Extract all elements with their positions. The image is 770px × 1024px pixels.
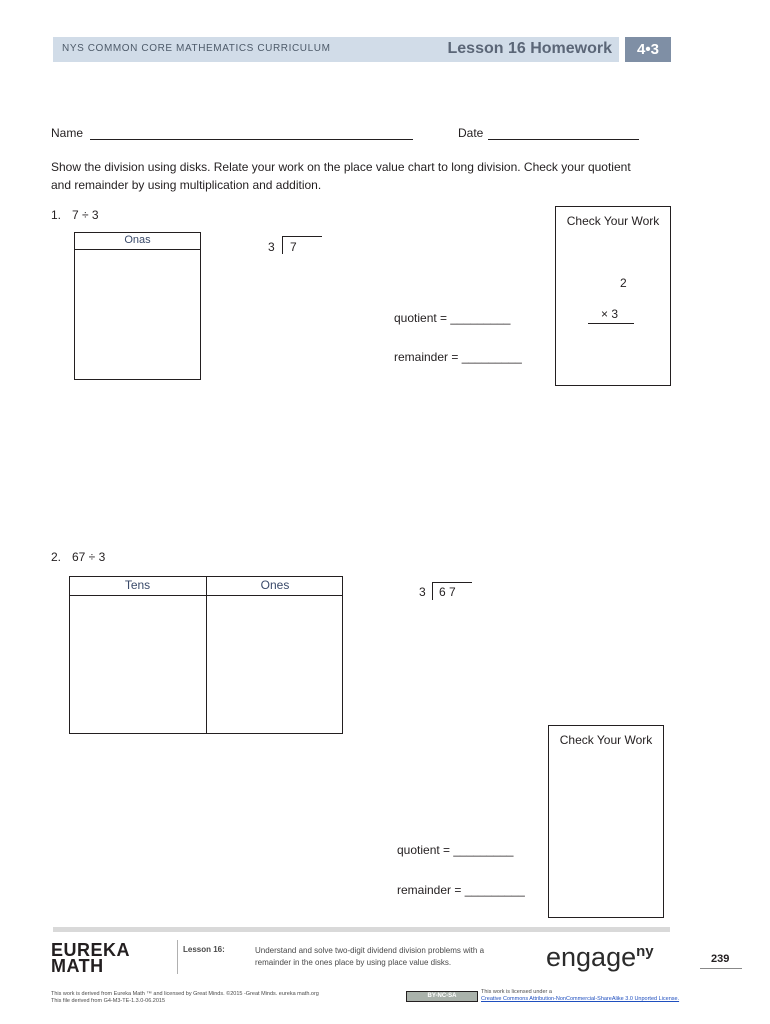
ones-column-header: Ones — [260, 578, 290, 592]
problem-1-place-value-chart[interactable] — [74, 232, 201, 380]
license-link[interactable]: Creative Commons Attribution-NonCommercial-ShareAlike 3.0 Unported License. — [481, 996, 680, 1002]
cc-badge-text: BY-NC-SA — [427, 993, 457, 999]
engage-text: engage — [546, 942, 637, 972]
name-field[interactable] — [90, 139, 413, 140]
eureka-math-logo — [51, 942, 130, 974]
logo-line-1: EUREKA — [51, 940, 131, 960]
creative-commons-badge — [406, 991, 478, 1002]
problem-1-number: 1. — [51, 208, 62, 222]
footer-separator — [177, 940, 178, 974]
problem-2-remainder[interactable]: remainder = _________ — [397, 883, 525, 897]
ny-text: ny — [636, 943, 654, 960]
module-badge: 4•3 — [625, 37, 671, 62]
problem-2-divisor: 3 — [419, 585, 426, 599]
check-multiplicand: 2 — [620, 276, 627, 290]
check-multiplier: × 3 — [601, 307, 619, 321]
problem-1-check-title: Check Your Work — [566, 214, 660, 228]
footer-desc-line-1: Understand and solve two-digit dividend division problems with a — [255, 946, 485, 955]
instructions-line-1: Show the division using disks. Relate your work on the place value chart to long division. Check your quotient — [51, 160, 631, 174]
chart-header-divider — [74, 249, 201, 250]
problem-1-check-box[interactable] — [555, 206, 671, 386]
footer-credits — [51, 991, 319, 1005]
ones-column-header: Onas — [124, 234, 151, 246]
problem-2-number: 2. — [51, 550, 62, 564]
page-number: 239 — [711, 953, 730, 965]
license-line-1: This work is licensed under a — [481, 989, 552, 995]
footer-lesson-label: Lesson 16: — [183, 945, 225, 954]
logo-line-2: MATH — [51, 956, 104, 976]
name-label: Name — [51, 126, 84, 140]
credit-line-1: This work is derived from Eureka Math ™ and licensed by Great Minds. ©2015 -Great Minds. eureka math.org — [51, 991, 319, 997]
footer-lesson-description — [255, 945, 484, 969]
credit-line-2: This file derived from G4-M3-TE-1.3.0-06.2015 — [51, 998, 166, 1004]
problem-1-divisor: 3 — [268, 240, 275, 254]
footer-divider — [53, 927, 670, 932]
engageny-logo — [546, 942, 654, 973]
problem-1-expression: 7 ÷ 3 — [72, 208, 99, 222]
page-number-underline — [700, 968, 742, 969]
license-notice — [481, 989, 679, 1003]
tens-column-header: Tens — [124, 578, 151, 592]
problem-2-quotient[interactable]: quotient = _________ — [397, 843, 514, 857]
problem-2-expression: 67 ÷ 3 — [72, 550, 106, 564]
problem-1-quotient[interactable]: quotient = _________ — [394, 311, 511, 325]
check-answer-line — [588, 323, 634, 324]
footer-desc-line-2: remainder in the ones place by using place value disks. — [255, 958, 452, 967]
date-field[interactable] — [488, 139, 639, 140]
curriculum-title: NYS COMMON CORE MATHEMATICS CURRICULUM — [62, 43, 331, 54]
long-division-bracket — [282, 236, 322, 254]
problem-1-dividend: 7 — [290, 240, 297, 254]
problem-1-remainder[interactable]: remainder = _________ — [394, 350, 522, 364]
lesson-title: Lesson 16 Homework — [447, 40, 612, 57]
problem-2-dividend: 6 7 — [439, 585, 456, 599]
date-label: Date — [458, 126, 484, 140]
problem-2-check-title: Check Your Work — [559, 733, 653, 747]
instructions-line-2: and remainder by using multiplication and addition. — [51, 178, 322, 192]
problem-2-check-box[interactable] — [548, 725, 664, 918]
chart-column-divider — [206, 576, 207, 734]
